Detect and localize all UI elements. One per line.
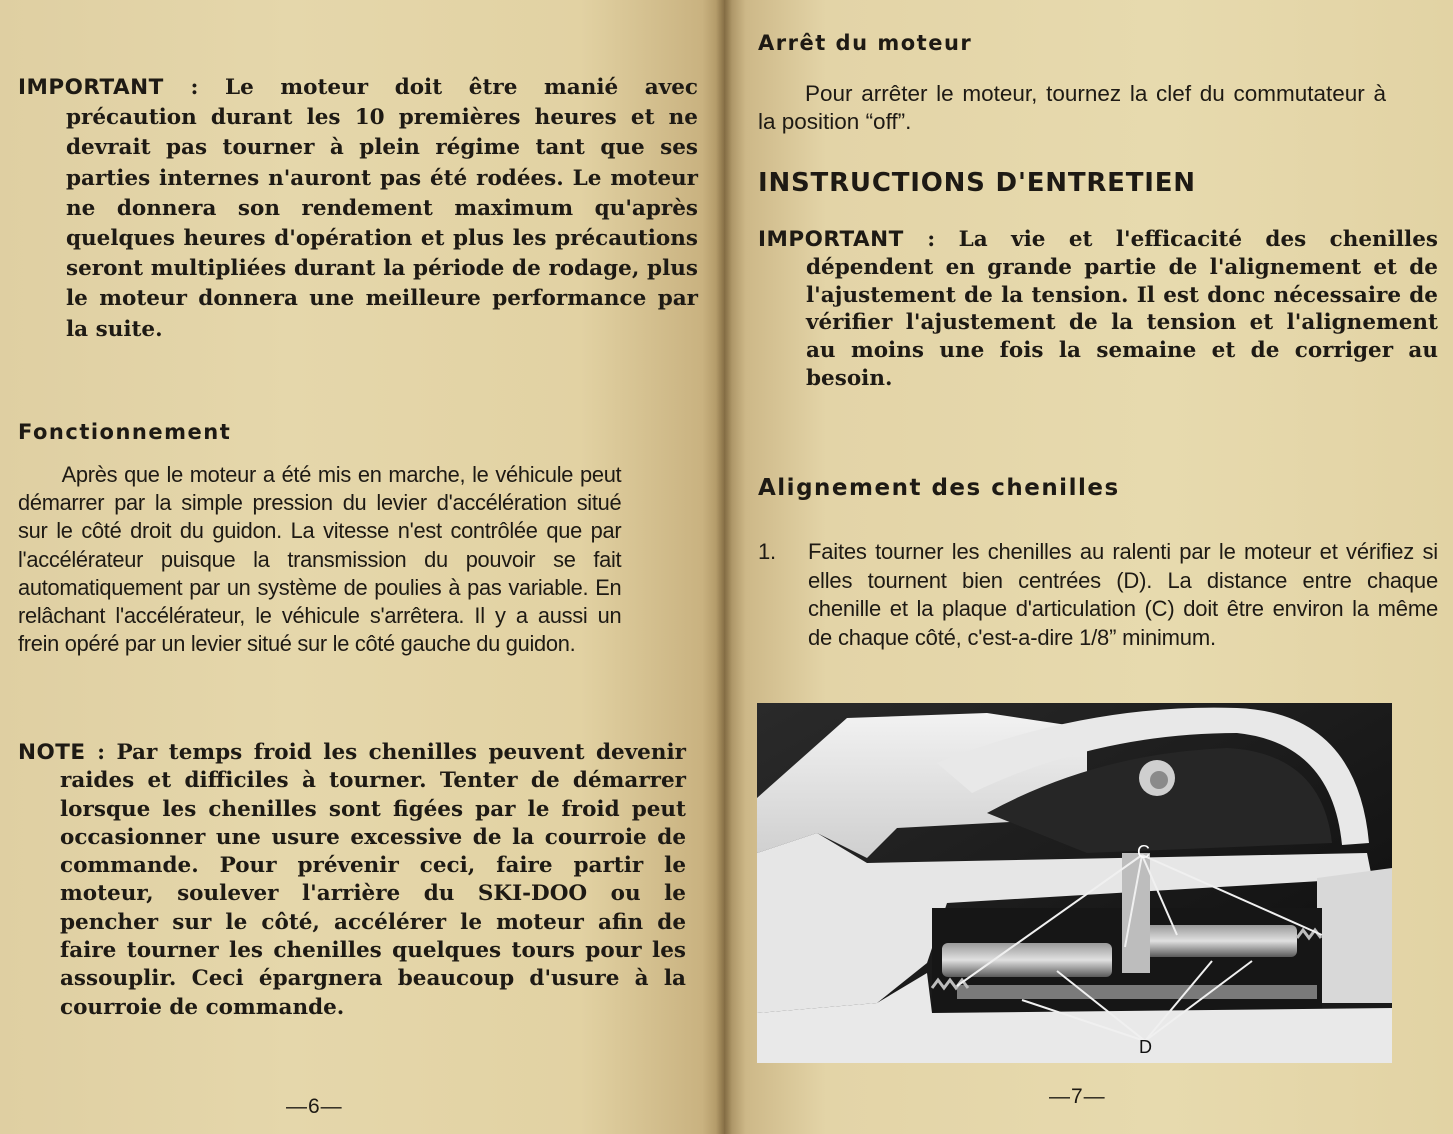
important-label-right: IMPORTANT (758, 227, 904, 252)
step-text: Faites tourner les chenilles au ralenti par le moteur et vérifiez si elles tournent bien centrées (D). La distance entre chaque chenille et la plaque d'articulation (C) doit être environ la même de chaque côté, c'est-a-dire 1/8” minimum. (808, 539, 1438, 650)
important-paragraph-left (18, 73, 698, 345)
arret-paragraph: Pour arrêter le moteur, tournez la clef du commutateur à la position “off”. (758, 81, 1386, 134)
note-label: NOTE (18, 740, 86, 765)
note-separator: : (85, 740, 117, 765)
important-separator-right: : (903, 227, 959, 252)
book-gutter (716, 0, 732, 1134)
section-title-fonctionnement: Fonctionnement (18, 420, 232, 444)
fonctionnement-paragraph: Après que le moteur a été mis en marche, le véhicule peut démarrer par la simple pression du levier d'accélération situé sur le côté droit du guidon. La vitesse n'est contrôlée que par l'accélérateur puisque la transmission du pouvoir se fait automatiquement par un système de poulies à pas variable. En relâchant l'accélérateur, le véhicule s'arrêtera. Il y a aussi un frein opéré par un levier situé sur le côté gauche du guidon. (18, 462, 622, 657)
page-number-left: —6— (286, 1095, 343, 1118)
note-paragraph (18, 739, 686, 1022)
photo-label-c: C (1137, 842, 1150, 862)
section-title-alignement: Alignement des chenilles (758, 475, 1120, 501)
track-alignment-photo (757, 703, 1392, 1063)
important-paragraph-right (758, 226, 1438, 393)
important-separator: : (163, 75, 225, 100)
section-title-arret: Arrêt du moteur (758, 31, 973, 55)
important-text: Le moteur doit être manié avec précaution durant les 10 premières heures et ne devrait pas tourner à plein régime tant que ses parties internes n'auront pas été rodées. Le moteur ne donnera son rendement maximum qu'après quelques heures d'opération et plus les précautions seront multipliées durant la période de rodage, plus le moteur donnera une meilleure performance par la suite. (66, 75, 698, 342)
page-number-right: —7— (1049, 1085, 1106, 1108)
section-title-instructions: INSTRUCTIONS D'ENTRETIEN (758, 168, 1196, 198)
note-text: Par temps froid les chenilles peuvent devenir raides et difficiles à tourner. Tenter de démarrer lorsque les chenilles sont figées par le froid peut occasionner une usure excessive de la courroie de commande. Pour prévenir ceci, faire partir le moteur, soulever l'arrière du SKI-DOO ou le pencher sur le côté, accélérer le moteur afin de faire tourner les chenilles quelques tours pour les assouplir. Ceci épargnera beaucoup d'usure à la courroie de commande. (60, 740, 686, 1020)
important-text-right: La vie et l'efficacité des chenilles dépendent en grande partie de l'alignement et de l'ajustement de la tension. Il est donc nécessaire de vérifier l'ajustement de la tension et l'alignement au moins une fois la semaine et de corriger au besoin. (806, 227, 1438, 391)
step-number: 1. (758, 539, 776, 564)
track-photo-illustration (757, 703, 1392, 1063)
alignment-step-1 (758, 538, 1438, 652)
important-label: IMPORTANT (18, 75, 164, 100)
photo-label-d: D (1139, 1037, 1152, 1057)
